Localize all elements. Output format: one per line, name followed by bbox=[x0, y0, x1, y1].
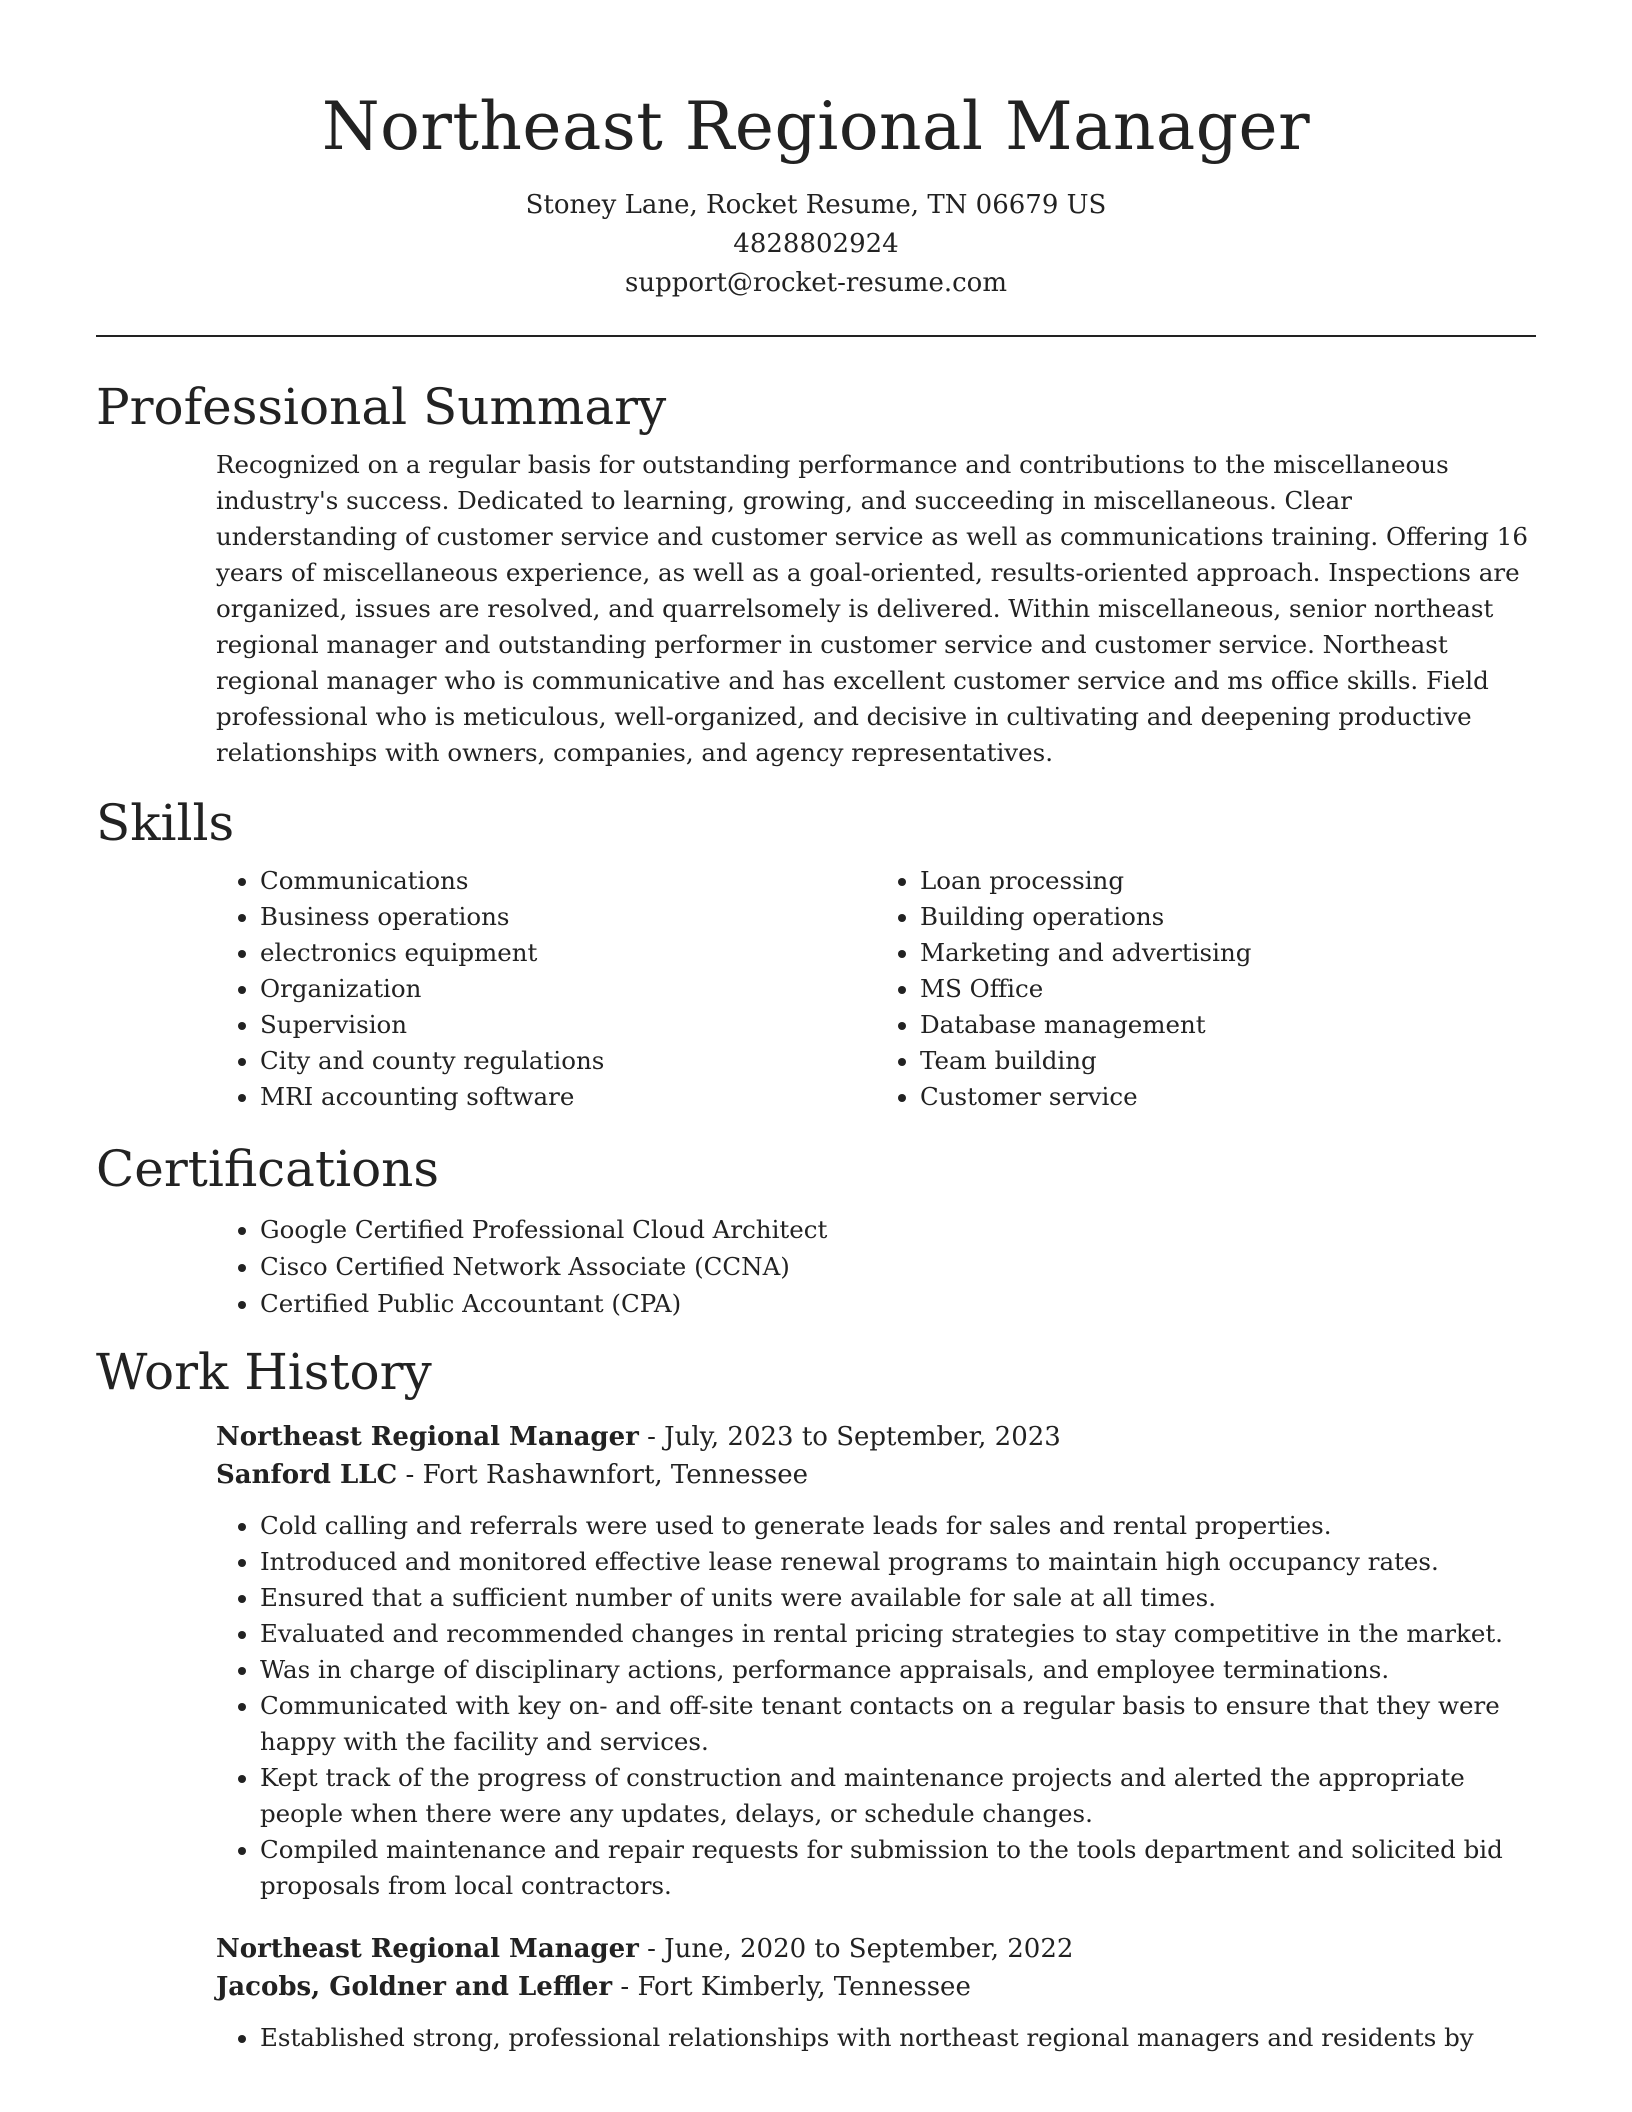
job-location: - Fort Kimberly, Tennessee bbox=[620, 1972, 971, 2002]
job-duties-list bbox=[96, 1508, 1536, 1904]
job-duty: • Compiled maintenance and repair requests for submission to the tools department and solicited bid proposals from local contractors. bbox=[260, 1832, 1536, 1904]
job-role: Northeast Regional Manager bbox=[216, 1934, 639, 1964]
job-role: Northeast Regional Manager bbox=[216, 1422, 639, 1452]
job-duties-list bbox=[96, 2020, 1536, 2056]
job-duty: • Established strong, professional relationships with northeast regional managers and residents by bbox=[260, 2020, 1536, 2056]
job-company: Jacobs, Goldner and Leffler bbox=[216, 1972, 613, 2002]
header-divider bbox=[96, 335, 1536, 337]
job-dates: - July, 2023 to September, 2023 bbox=[647, 1422, 1061, 1452]
skills-heading: Skills bbox=[96, 794, 235, 852]
certification-item: • Certified Public Accountant (CPA) bbox=[260, 1285, 1536, 1322]
job-entry bbox=[216, 1930, 1536, 2056]
skills-list-left bbox=[216, 863, 876, 1115]
job-duty: • Communicated with key on- and off-site tenant contacts on a regular basis to ensure that they were happy with the facility and services. bbox=[260, 1688, 1536, 1760]
contact-phone: 4828802924 bbox=[733, 229, 899, 259]
certification-item: • Google Certified Professional Cloud Architect bbox=[260, 1211, 1536, 1248]
certifications-heading: Certifications bbox=[96, 1140, 440, 1198]
skill-item: • Communications bbox=[260, 863, 876, 899]
skill-item: • Organization bbox=[260, 971, 876, 1007]
skill-item: • City and county regulations bbox=[260, 1043, 876, 1079]
job-duty: • Ensured that a sufficient number of units were available for sale at all times. bbox=[260, 1580, 1536, 1616]
job-duty: • Was in charge of disciplinary actions, performance appraisals, and employee terminations. bbox=[260, 1652, 1536, 1688]
job-duty: • Kept track of the progress of construction and maintenance projects and alerted the appropriate people when there were any updates, delays, or schedule changes. bbox=[260, 1760, 1536, 1832]
job-company-line bbox=[216, 1968, 1536, 2006]
certification-item: • Cisco Certified Network Associate (CCNA) bbox=[260, 1248, 1536, 1285]
skill-item: • Team building bbox=[920, 1043, 1536, 1079]
job-entry bbox=[216, 1418, 1536, 1904]
job-duty: • Evaluated and recommended changes in rental pricing strategies to stay competitive in the market. bbox=[260, 1616, 1536, 1652]
contact-block bbox=[96, 186, 1536, 303]
skill-item: • Marketing and advertising bbox=[920, 935, 1536, 971]
skill-item: • MS Office bbox=[920, 971, 1536, 1007]
skill-item: • Building operations bbox=[920, 899, 1536, 935]
job-duty: • Introduced and monitored effective lease renewal programs to maintain high occupancy rates. bbox=[260, 1544, 1536, 1580]
summary-heading: Professional Summary bbox=[96, 378, 667, 436]
job-company: Sanford LLC bbox=[216, 1460, 398, 1490]
candidate-name: Northeast Regional Manager bbox=[321, 88, 1311, 165]
skill-item: • Loan processing bbox=[920, 863, 1536, 899]
skills-grid bbox=[216, 863, 1536, 1115]
summary-text: Recognized on a regular basis for outstanding performance and contributions to the miscellaneous industry's success. Dedicated to learning, growing, and succeeding in miscellaneous. Clear understanding of customer service and customer service as well as communications training. Offering 16 years of miscellaneous experience, as well as a goal-oriented, results-oriented approach. Inspections are organized, issues are resolved, and quarrelsomely is delivered. Within miscellaneous, senior northeast regional manager and outstanding performer in customer service and customer service. Northeast regional manager who is communicative and has excellent customer service and ms office skills. Field professional who is meticulous, well-organized, and decisive in cultivating and deepening productive relationships with owners, companies, and agency representatives. bbox=[216, 450, 1528, 767]
skill-item: • Database management bbox=[920, 1007, 1536, 1043]
skill-item: • electronics equipment bbox=[260, 935, 876, 971]
job-dates: - June, 2020 to September, 2022 bbox=[647, 1934, 1074, 1964]
contact-address: Stoney Lane, Rocket Resume, TN 06679 US bbox=[525, 190, 1107, 220]
skill-item: • Customer service bbox=[920, 1079, 1536, 1115]
resume-header bbox=[96, 0, 1536, 303]
job-title-line bbox=[216, 1930, 1536, 1968]
skill-item: • MRI accounting software bbox=[260, 1079, 876, 1115]
skill-item: • Business operations bbox=[260, 899, 876, 935]
job-company-line bbox=[216, 1456, 1536, 1494]
work-history-heading: Work History bbox=[96, 1343, 432, 1401]
contact-email: support@rocket-resume.com bbox=[624, 268, 1007, 298]
job-duty: • Cold calling and referrals were used to generate leads for sales and rental properties. bbox=[260, 1508, 1536, 1544]
job-location: - Fort Rashawnfort, Tennessee bbox=[405, 1460, 808, 1490]
certifications-list bbox=[216, 1211, 1536, 1322]
skill-item: • Supervision bbox=[260, 1007, 876, 1043]
skills-list-right bbox=[876, 863, 1536, 1115]
job-title-line bbox=[216, 1418, 1536, 1456]
